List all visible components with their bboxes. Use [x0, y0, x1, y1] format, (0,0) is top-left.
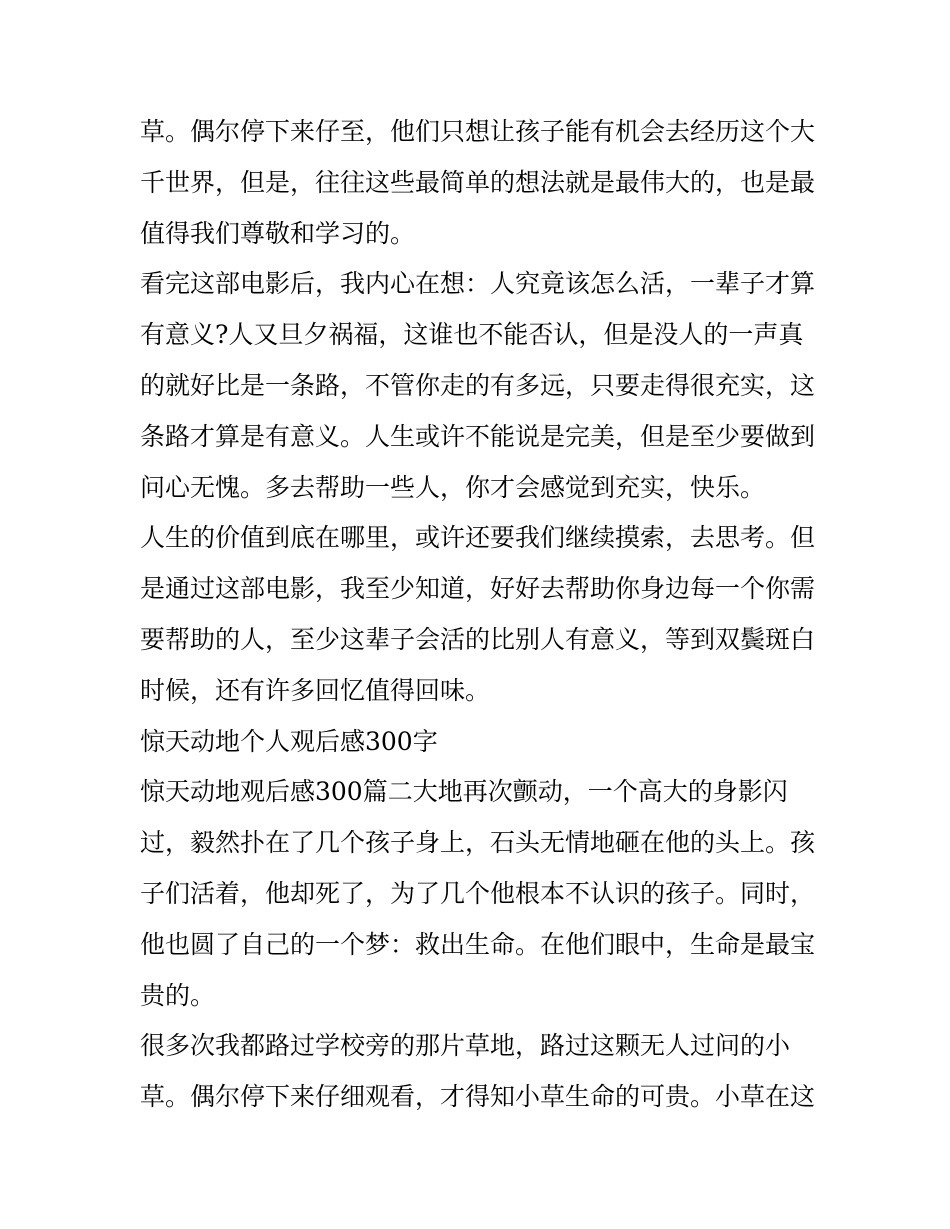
text-line: 千世界，但是，往往这些最简单的想法就是最伟大的，也是最: [140, 167, 816, 197]
text-line: 子们活着，他却死了，为了几个他根本不认识的孩子。同时，: [140, 878, 816, 908]
text-line: 他也圆了自己的一个梦：救出生命。在他们眼中，生命是最宝: [140, 929, 816, 959]
text-line: 条路才算是有意义。人生或许不能说是完美，但是至少要做到: [140, 421, 816, 451]
text-line: 人生的价值到底在哪里，或许还要我们继续摸索，去思考。但: [140, 523, 816, 553]
text-line: 的就好比是一条路，不管你走的有多远，只要走得很充实，这: [140, 370, 816, 400]
text-line: 贵的。: [140, 980, 216, 1010]
text-line: 值得我们尊敬和学习的。: [140, 218, 416, 248]
text-line: 很多次我都路过学校旁的那片草地，路过这颗无人过问的小: [140, 1031, 791, 1061]
text-line: 过，毅然扑在了几个孩子身上，石头无情地砸在他的头上。孩: [140, 828, 816, 858]
text-line: 草。偶尔停下来仔细观看，才得知小草生命的可贵。小草在这: [140, 1082, 816, 1112]
text-line: 草。偶尔停下来仔至，他们只想让孩子能有机会去经历这个大: [140, 117, 816, 146]
text-line: 时候，还有许多回忆值得回味。: [140, 675, 491, 705]
text-line: 有意义?人又旦夕祸福，这谁也不能否认，但是没人的一声真: [140, 320, 804, 350]
text-line: 要帮助的人，至少这辈子会活的比别人有意义，等到双鬓斑白: [140, 624, 816, 654]
document-body: [140, 107, 820, 1123]
text-line: 看完这部电影后，我内心在想：人究竟该怎么活，一辈子才算: [140, 269, 816, 299]
section-heading: 惊天动地个人观后感300字: [140, 726, 438, 756]
text-line: 惊天动地观后感300篇二大地再次颤动，一个高大的身影闪: [140, 777, 788, 807]
text-line: 是通过这部电影，我至少知道，好好去帮助你身边每一个你需: [140, 574, 816, 604]
text-line: 问心无愧。多去帮助一些人，你才会感觉到充实，快乐。: [140, 472, 766, 502]
